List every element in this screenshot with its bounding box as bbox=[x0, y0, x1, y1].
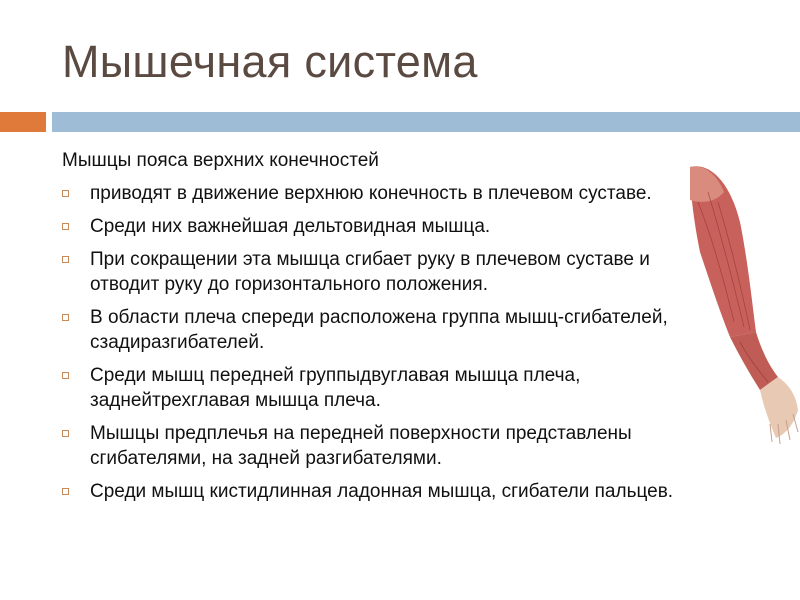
list-item bbox=[62, 479, 682, 504]
accent-bar-orange bbox=[0, 112, 46, 132]
bullet-list bbox=[62, 181, 682, 504]
bullet-icon bbox=[62, 430, 69, 437]
list-item-text: Среди мышц передней группыдвуглавая мышца плеча, заднейтрехглавая мышца плеча. bbox=[90, 365, 581, 411]
deltoid-muscle bbox=[690, 166, 724, 202]
slide-subtitle: Мышцы пояса верхних конечностей bbox=[62, 150, 379, 171]
accent-bar-blue bbox=[52, 112, 800, 132]
arm-muscle-illustration bbox=[690, 162, 800, 452]
list-item-text: Мышцы предплечья на передней поверхности представлены сгибателями, на задней разгибателями. bbox=[90, 423, 632, 469]
list-item-text: При сокращении эта мышца сгибает руку в плечевом суставе и отводит руку до горизонтального положения. bbox=[90, 249, 650, 295]
slide-title: Мышечная система bbox=[62, 36, 478, 87]
list-item-text: В области плеча спереди расположена группа мышц-сгибателей, сзадиразгибателей. bbox=[90, 307, 668, 353]
bullet-icon bbox=[62, 223, 69, 230]
slide-content bbox=[62, 148, 682, 512]
list-item-text: приводят в движение верхнюю конечность в плечевом суставе. bbox=[90, 183, 652, 204]
list-item bbox=[62, 305, 682, 355]
bullet-icon bbox=[62, 190, 69, 197]
list-item bbox=[62, 214, 682, 239]
bullet-icon bbox=[62, 372, 69, 379]
list-item bbox=[62, 363, 682, 413]
bullet-icon bbox=[62, 314, 69, 321]
list-item bbox=[62, 181, 682, 206]
hand bbox=[760, 377, 798, 438]
list-item-text: Среди них важнейшая дельтовидная мышца. bbox=[90, 216, 491, 237]
forearm-muscle bbox=[730, 332, 778, 390]
list-item bbox=[62, 247, 682, 297]
bullet-icon bbox=[62, 256, 69, 263]
list-item-text: Среди мышц кистидлинная ладонная мышца, сгибатели пальцев. bbox=[90, 481, 674, 502]
bullet-icon bbox=[62, 488, 69, 495]
list-item bbox=[62, 421, 682, 471]
